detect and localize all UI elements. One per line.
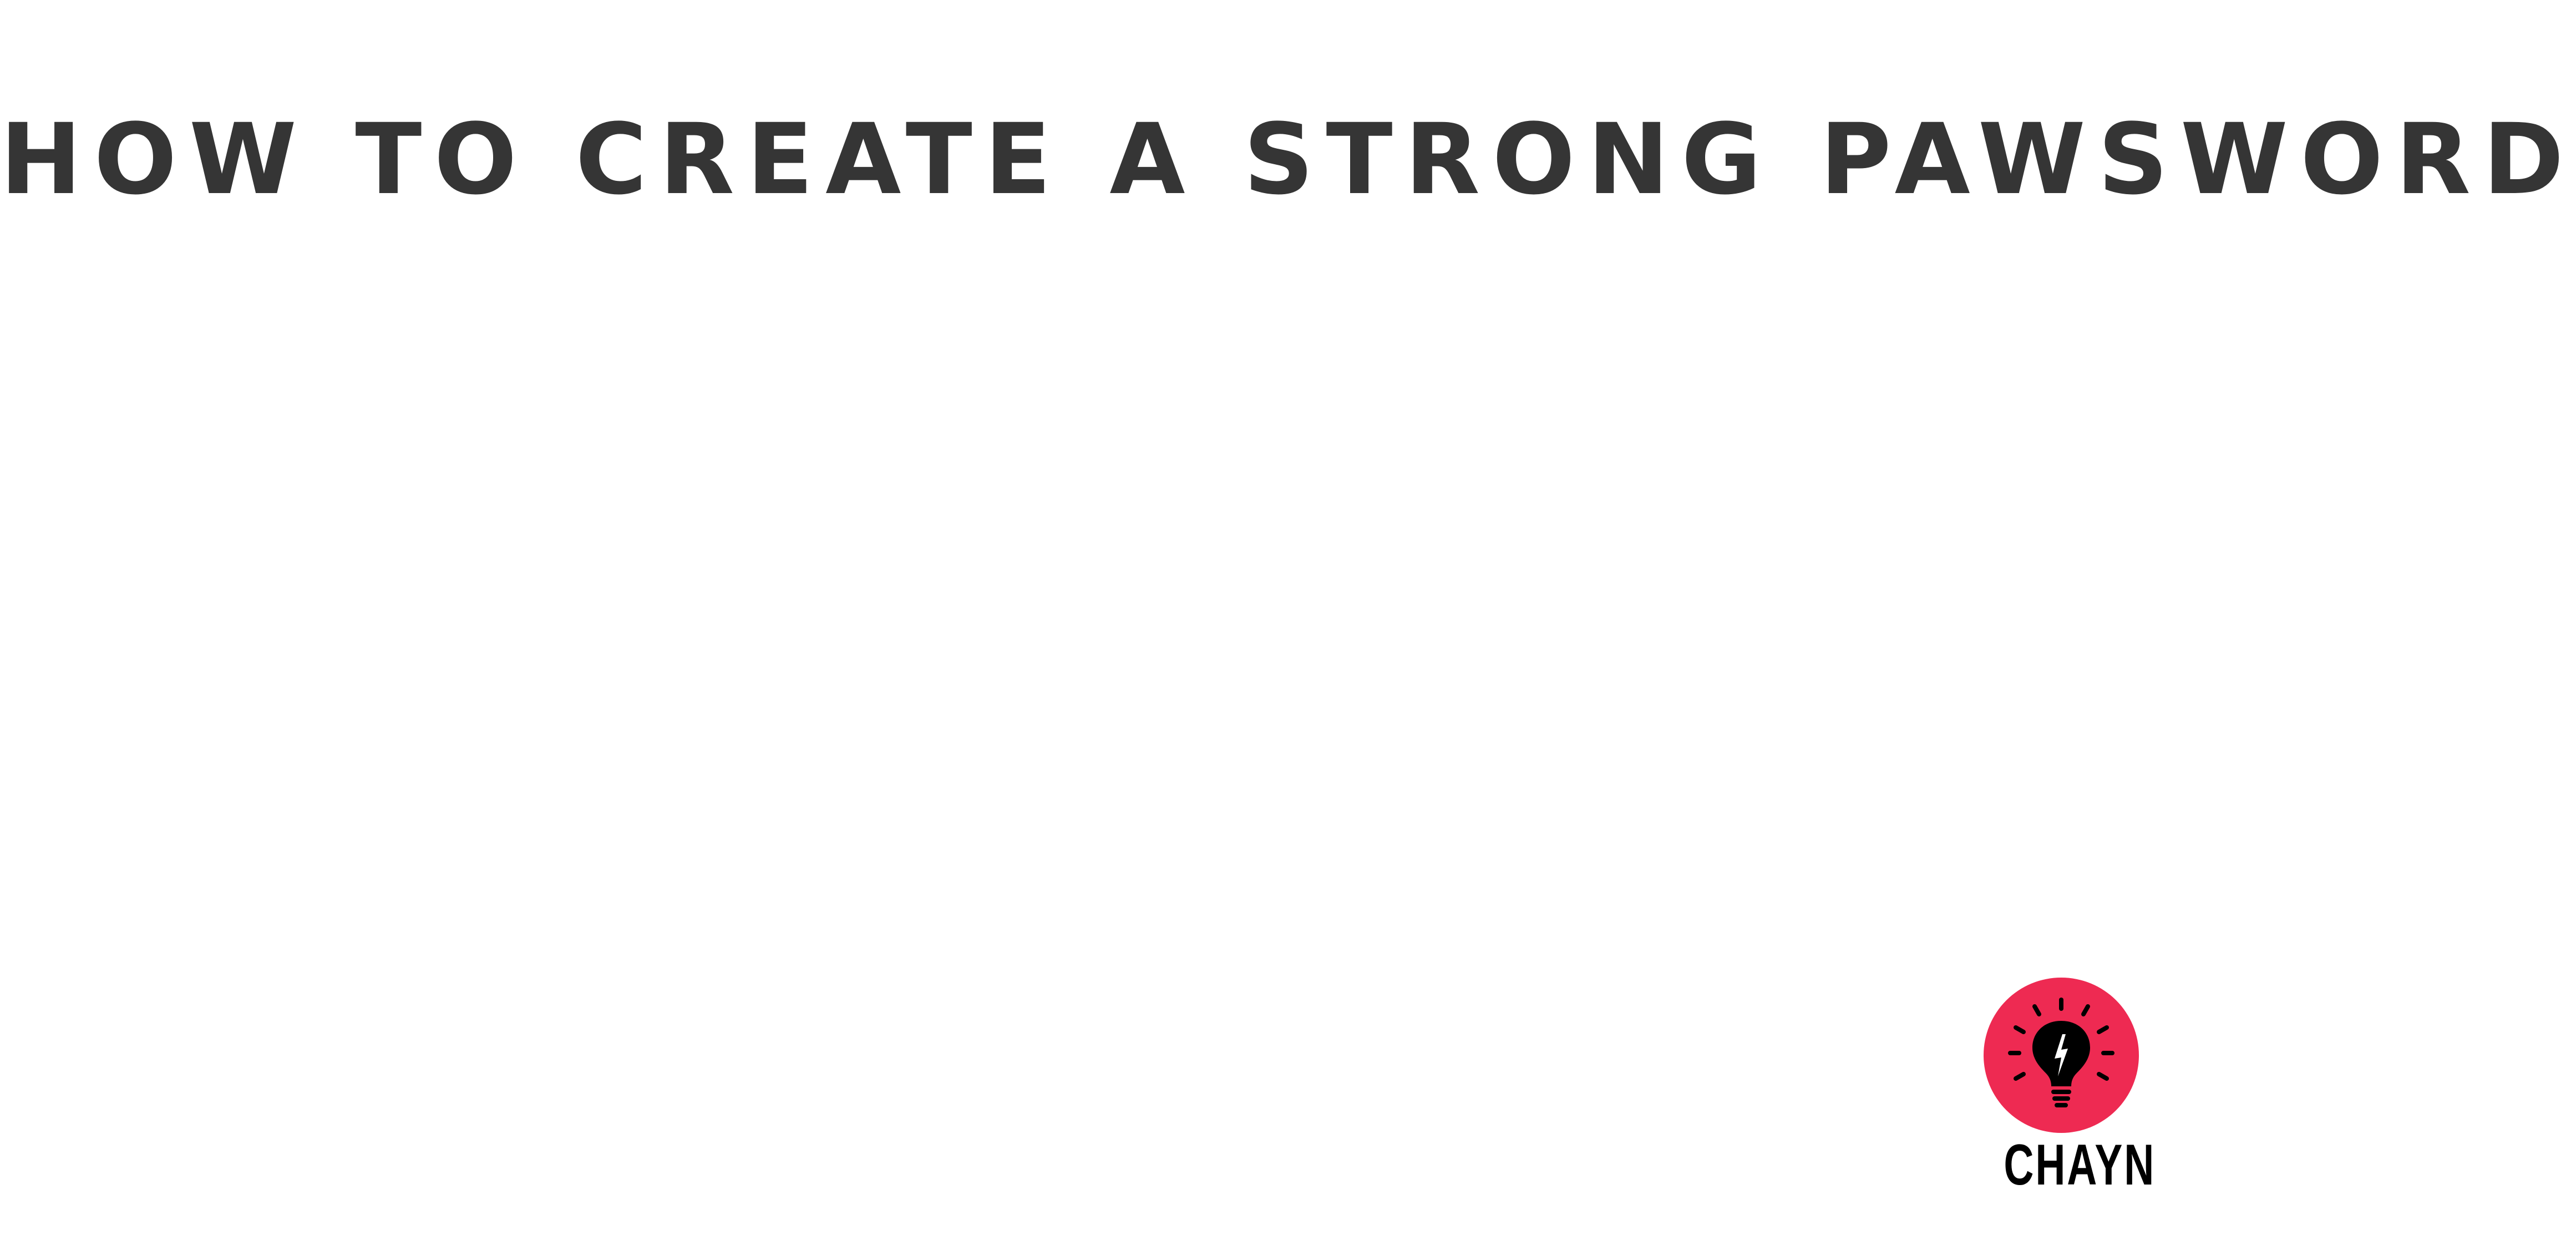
logo-circle: [1984, 978, 2139, 1133]
slide-title: HOW TO CREATE A STRONG PAWSWORD: [0, 103, 2576, 216]
chayn-logo: [1984, 978, 2156, 1211]
lightbulb-icon: [1984, 978, 2139, 1133]
logo-wordmark: CHAYN: [2004, 1133, 2156, 1197]
